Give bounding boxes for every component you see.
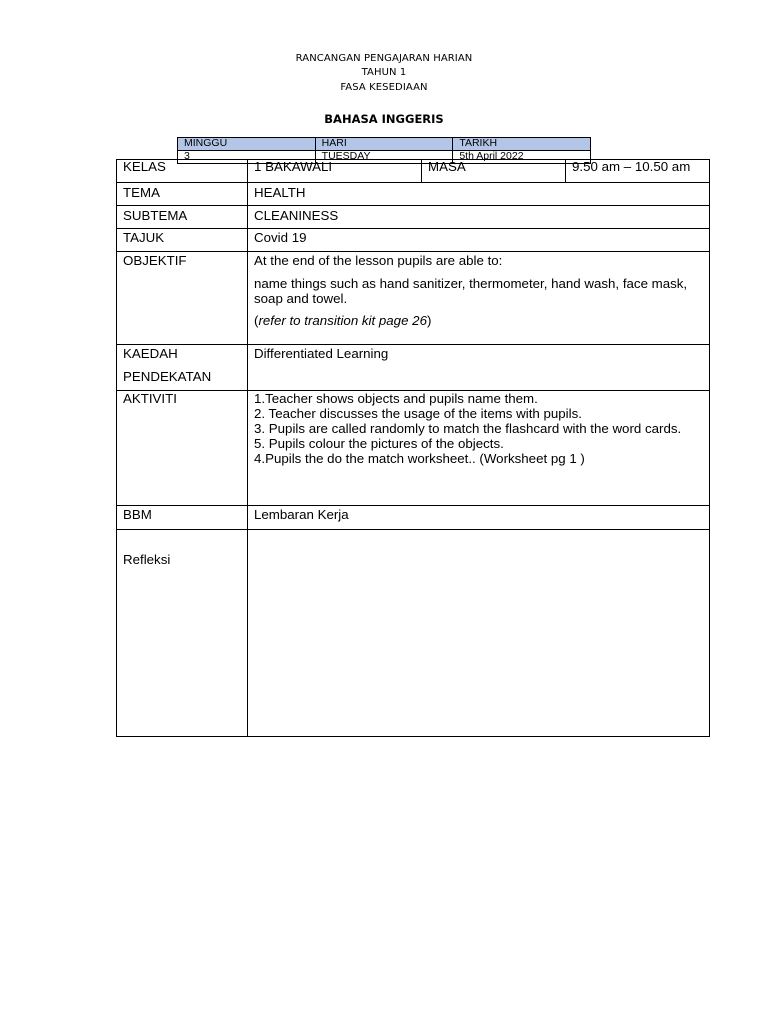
day-value: TUESDAY [315, 151, 453, 164]
kelas-value: 1 BAKAWALI [248, 160, 422, 183]
aktiviti-item: 5. Pupils colour the pictures of the objects. [254, 436, 504, 451]
bbm-label: BBM [117, 506, 248, 530]
objektif-reference: (refer to transition kit page 26) [254, 313, 432, 328]
objektif-detail: name things such as hand sanitizer, thermometer, hand wash, face mask, soap and towel. [254, 276, 688, 306]
row-tajuk [117, 229, 710, 252]
row-subtema [117, 206, 710, 229]
aktiviti-cell [248, 391, 710, 506]
date-value: 5th April 2022 [453, 151, 591, 164]
aktiviti-label: AKTIVITI [117, 391, 248, 506]
tema-label: TEMA [117, 183, 248, 206]
kelas-label: KELAS [117, 160, 248, 183]
tema-value: HEALTH [248, 183, 710, 206]
kaedah-value: Differentiated Learning [248, 345, 710, 391]
row-kaedah [117, 345, 710, 391]
subtema-value: CLEANINESS [248, 206, 710, 229]
week-label: MINGGU [178, 138, 316, 151]
aktiviti-item: 1.Teacher shows objects and pupils name them. [254, 391, 538, 406]
week-value: 3 [178, 151, 316, 164]
header-phase: FASA KESEDIAAN [340, 82, 428, 93]
row-aktiviti [117, 391, 710, 506]
kaedah-label-line1: KAEDAH [123, 346, 178, 361]
lesson-plan-table [116, 159, 710, 737]
header-year: TAHUN 1 [361, 67, 407, 78]
subject-title: BAHASA INGGERIS [324, 112, 444, 126]
tajuk-label: TAJUK [117, 229, 248, 252]
aktiviti-item: 4.Pupils the do the match worksheet.. (Worksheet pg 1 ) [254, 451, 585, 466]
row-kelas [117, 160, 710, 183]
refleksi-label: Refleksi [117, 530, 248, 737]
date-label: TARIKH [453, 138, 591, 151]
subtema-label: SUBTEMA [117, 206, 248, 229]
objektif-label: OBJEKTIF [117, 252, 248, 345]
tajuk-value: Covid 19 [248, 229, 710, 252]
kaedah-label-line2: PENDEKATAN [123, 369, 212, 384]
objektif-cell [248, 252, 710, 345]
masa-value: 9.50 am – 10.50 am [566, 160, 710, 183]
kaedah-label [117, 345, 248, 391]
row-bbm [117, 506, 710, 530]
bbm-value: Lembaran Kerja [248, 506, 710, 530]
aktiviti-item: 3. Pupils are called randomly to match the flashcard with the word cards. [254, 421, 682, 436]
objektif-reference-text: refer to transition kit page 26 [258, 313, 427, 328]
masa-label: MASA [422, 160, 566, 183]
day-label: HARI [315, 138, 453, 151]
row-objektif [117, 252, 710, 345]
header-title: RANCANGAN PENGAJARAN HARIAN [295, 53, 473, 64]
objektif-intro: At the end of the lesson pupils are able to: [254, 253, 503, 268]
aktiviti-item: 2. Teacher discusses the usage of the items with pupils. [254, 406, 582, 421]
row-refleksi [117, 530, 710, 737]
refleksi-value [248, 530, 710, 737]
row-tema [117, 183, 710, 206]
